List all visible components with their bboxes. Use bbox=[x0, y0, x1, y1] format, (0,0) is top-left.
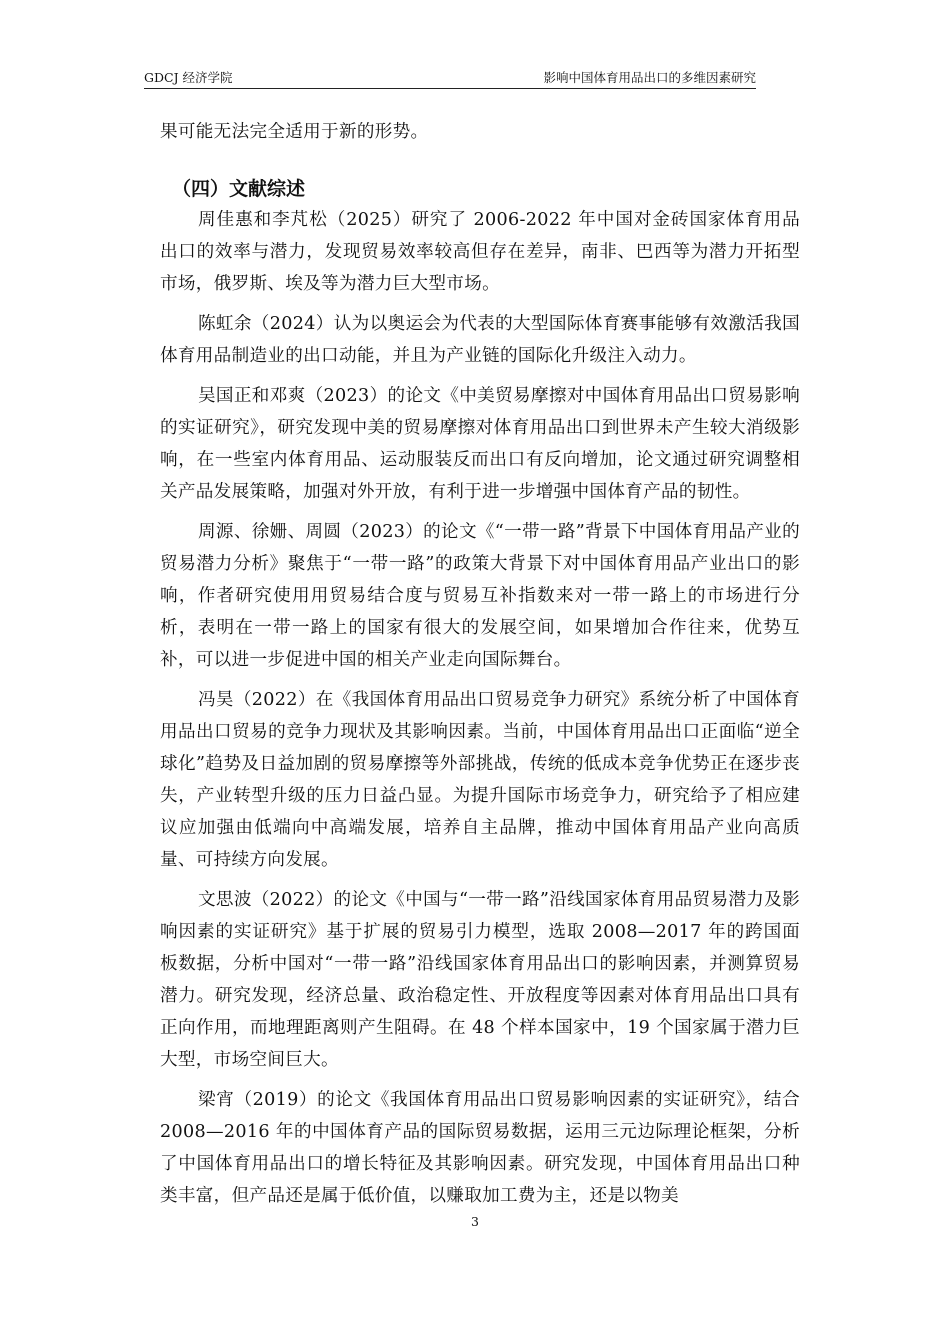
paragraph-4: 周源、徐姗、周圆（2023）的论文《“一带一路”背景下中国体育用品产业的贸易潜力分析》聚焦于“一带一路”的政策大背景下对中国体育用品产业出口的影响，作者研究使用用贸易结合度与贸易互补指数来对一带一路上的市场进行分析，表明在一带一路上的国家有很大的发展空间，如果增加合作往来，优势互补，可以进一步促进中国的相关产业走向国际舞台。 bbox=[160, 522, 800, 670]
page-header bbox=[144, 68, 756, 89]
page-number: 3 bbox=[471, 1214, 479, 1229]
continuation-text: 果可能无法完全适用于新的形势。 bbox=[160, 122, 429, 142]
paragraph-3: 吴国正和邓爽（2023）的论文《中美贸易摩擦对中国体育用品出口贸易影响的实证研究》，研究发现中美的贸易摩擦对体育用品出口到世界未产生较大消级影响，在一些室内体育用品、运动服装反而出口有反向增加，论文通过研究调整相关产品发展策略，加强对外开放，有利于进一步增强中国体育产品的韧性。 bbox=[160, 386, 800, 502]
paragraph-2: 陈虹余（2024）认为以奥运会为代表的大型国际体育赛事能够有效激活我国体育用品制造业的出口动能，并且为产业链的国际化升级注入动力。 bbox=[160, 314, 800, 366]
document-body bbox=[160, 116, 800, 1220]
header-institution: GDCJ 经济学院 bbox=[144, 70, 233, 85]
paragraph-1: 周佳惠和李芃松（2025）研究了 2006-2022 年中国对金砖国家体育用品出口的效率与潜力，发现贸易效率较高但存在差异，南非、巴西等为潜力开拓型市场，俄罗斯、埃及等为潜力巨大型市场。 bbox=[160, 210, 800, 294]
paragraph-6: 文思波（2022）的论文《中国与“一带一路”沿线国家体育用品贸易潜力及影响因素的实证研究》基于扩展的贸易引力模型，选取 2008—2017 年的跨国面板数据，分析中国对“一带一路”沿线国家体育用品出口的影响因素，并测算贸易潜力。研究发现，经济总量、政治稳定性、开放程度等因素对体育用品出口具有正向作用，而地理距离则产生阻碍。在 48 个样本国家中，19 个国家属于潜力巨大型，市场空间巨大。 bbox=[160, 890, 800, 1070]
section-heading: （四）文献综述 bbox=[172, 178, 306, 200]
paragraph-5: 冯昊（2022）在《我国体育用品出口贸易竞争力研究》系统分析了中国体育用品出口贸易的竞争力现状及其影响因素。当前，中国体育用品出口正面临“逆全球化”趋势及日益加剧的贸易摩擦等外部挑战，传统的低成本竞争优势正在逐步丧失，产业转型升级的压力日益凸显。为提升国际市场竞争力，研究给予了相应建议应加强由低端向中高端发展，培养自主品牌，推动中国体育用品产业向高质量、可持续方向发展。 bbox=[160, 690, 800, 870]
paragraph-7: 梁宵（2019）的论文《我国体育用品出口贸易影响因素的实证研究》，结合 2008—2016 年的中国体育产品的国际贸易数据，运用三元边际理论框架，分析了中国体育用品出口的增长特征及其影响因素。研究发现，中国体育用品出口种类丰富，但产品还是属于低价值，以赚取加工费为主，还是以物美 bbox=[160, 1090, 800, 1206]
header-document-title: 影响中国体育用品出口的多维因素研究 bbox=[543, 70, 756, 85]
